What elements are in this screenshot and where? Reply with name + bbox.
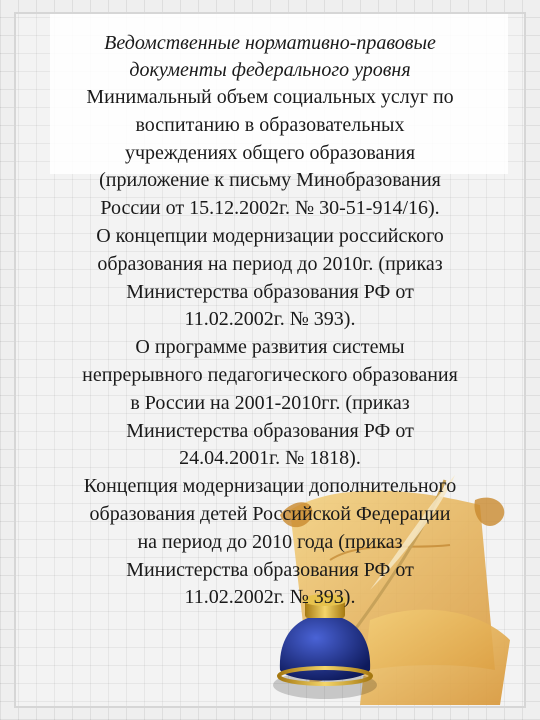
document-2-line: образования на период до 2010г. (приказ [97,252,443,275]
slide-content [22,30,518,612]
heading-line-1: Ведомственные нормативно-правовые [104,32,436,54]
document-1-line: России от 15.12.2002г. № 30-51-914/16). [100,197,440,220]
document-1-line: Минимальный объем социальных услуг по [86,86,454,108]
document-2-line: 11.02.2002г. № 393). [184,308,356,331]
document-3-line: О программе развития системы [135,336,405,359]
document-4-line: образования детей Российской Федерации [89,502,451,525]
document-3-line: 24.04.2001г. № 1818). [179,447,361,470]
document-1-line: учреждениях общего образования [124,141,416,164]
document-4-line: Министерства образования РФ от [126,558,414,581]
document-4-line: 11.02.2002г. № 393). [184,586,356,609]
document-2-line: Министерства образования РФ от [126,280,414,303]
document-1-line: (приложение к письму Минобразования [99,169,441,192]
document-item-2 [22,223,518,334]
document-3-line: Министерства образования РФ от [126,419,414,442]
document-1-line: воспитанию в образовательных [135,113,405,136]
heading-line-2: документы федерального уровня [129,59,411,81]
document-3-line: в России на 2001-2010гг. (приказ [130,391,410,414]
document-2-line: О концепции модернизации российского [96,224,444,247]
document-item-3 [22,334,518,473]
document-3-line: непрерывного педагогического образования [82,363,458,386]
document-4-line: Концепция модернизации дополнительного [83,475,457,498]
document-item-4 [22,473,518,612]
document-item-1 [22,84,518,223]
document-4-line: на период до 2010 года (приказ [137,530,403,553]
